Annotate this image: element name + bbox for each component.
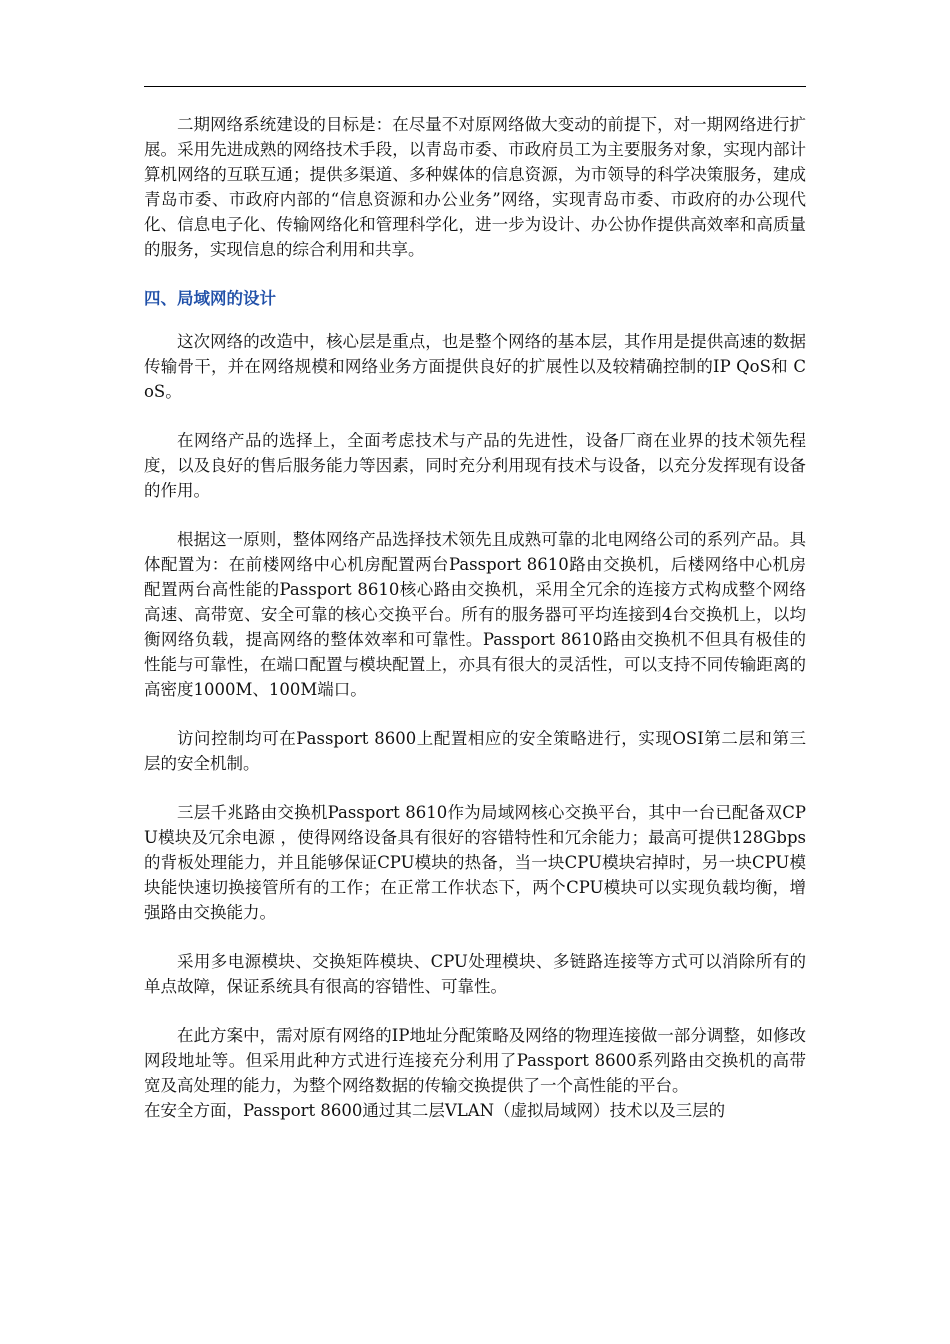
paragraph-access-control: 访问控制均可在Passport 8600上配置相应的安全策略进行，实现OSI第二层和第三层的安全机制。 (144, 729, 806, 773)
paragraph-product-selection: 在网络产品的选择上，全面考虑技术与产品的先进性，设备厂商在业界的技术领先程度，以及良好的售后服务能力等因素，同时充分利用现有技术与设备，以充分发挥现有设备的作用。 (144, 431, 806, 500)
section-heading: 四、局域网的设计 (144, 289, 276, 308)
paragraph-core-layer: 这次网络的改造中，核心层是重点，也是整个网络的基本层，其作用是提供高速的数据传输骨干，并在网络规模和网络业务方面提供良好的扩展性以及较精确控制的IP QoS和 CoS。 (144, 332, 806, 401)
paragraph-redundancy: 采用多电源模块、交换矩阵模块、CPU处理模块、多链路连接等方式可以消除所有的单点故障，保证系统具有很高的容错性、可靠性。 (144, 952, 806, 996)
paragraph-goals: 二期网络系统建设的目标是：在尽量不对原网络做大变动的前提下，对一期网络进行扩展。采用先进成熟的网络技术手段，以青岛市委、市政府员工为主要服务对象，实现内部计算机网络的互联互通；提供多渠道、多种媒体的信息资源，为市领导的科学决策服务，建成青岛市委、市政府内部的“信息资源和办公业务”网络，实现青岛市委、市政府的办公现代化、信息电子化、传输网络化和管理科学化，进一步为设计、办公协作提供高效率和高质量的服务，实现信息的综合利用和共享。 (144, 115, 806, 259)
paragraph-configuration: 根据这一原则，整体网络产品选择技术领先且成熟可靠的北电网络公司的系列产品。具体配置为：在前楼网络中心机房配置两台Passport 8610路由交换机，后楼网络中心机房配置两台高性能的Passport 8610核心路由交换机，采用全冗余的连接方式构成整个网络高速、高带宽、安全可靠的核心交换平台。所有的服务器可平均连接到4台交换机上，以均衡网络负载，提高网络的整体效率和可靠性。Passport 8610路由交换机不但具有极佳的性能与可靠性，在端口配置与模块配置上，亦具有很大的灵活性，可以支持不同传输距离的高密度1000M、100M端口。 (144, 530, 806, 699)
paragraph-gigabit-switch: 三层千兆路由交换机Passport 8610作为局域网核心交换平台，其中一台已配备双CPU模块及冗余电源 ，使得网络设备具有很好的容错特性和冗余能力；最高可提供128Gbps的背板处理能力，并且能够保证CPU模块的热备，当一块CPU模块宕掉时，另一块CPU模块能快速切换接管所有的工作；在正常工作状态下，两个CPU模块可以实现负载均衡，增强路由交换能力。 (144, 803, 806, 922)
document-body (144, 112, 806, 1123)
paragraph-security: 在安全方面，Passport 8600通过其二层VLAN（虚拟局域网）技术以及三层的 (144, 1101, 726, 1120)
paragraph-ip-adjustment: 在此方案中，需对原有网络的IP地址分配策略及网络的物理连接做一部分调整，如修改网段地址等。但采用此种方式进行连接充分利用了Passport 8600系列路由交换机的高带宽及高处理的能力，为整个网络数据的传输交换提供了一个高性能的平台。 (144, 1026, 806, 1095)
header-rule (144, 86, 806, 87)
